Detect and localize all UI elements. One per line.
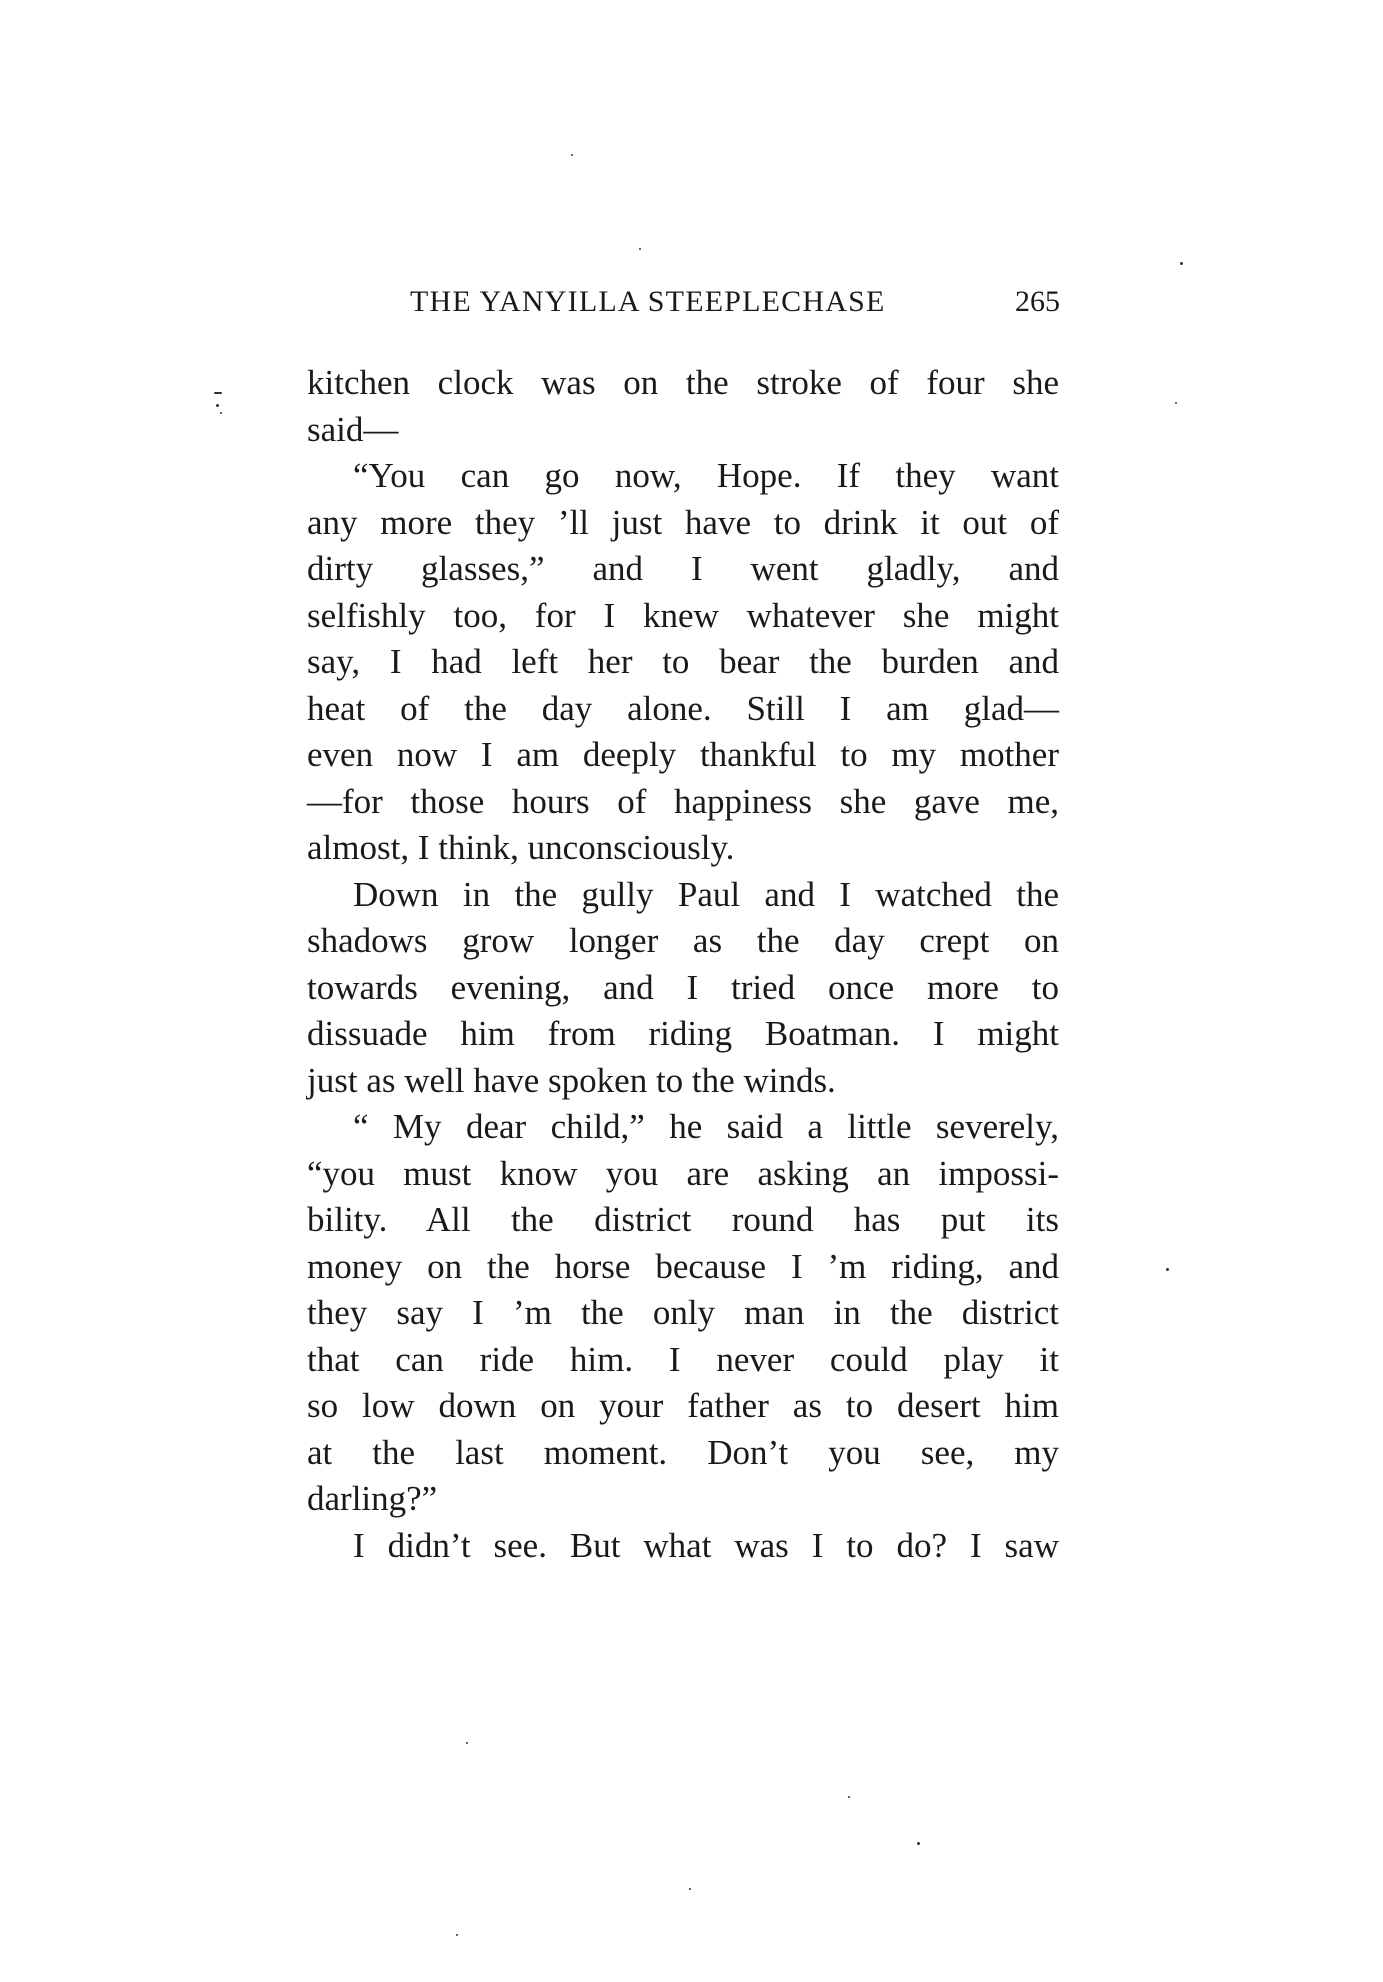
scan-speck [639, 248, 641, 250]
text-line: at the last moment. Don’t you see, my [307, 1432, 1059, 1472]
text-line: that can ride him. I never could play it [307, 1339, 1059, 1379]
text-line: “You can go now, Hope. If they want [353, 456, 1059, 495]
scan-speck [1180, 262, 1183, 265]
text-line: darling?” [307, 1479, 438, 1518]
body-text [307, 360, 1059, 1569]
text-line: I didn’t see. But what was I to do? I saw [353, 1525, 1059, 1565]
text-line: —for those hours of happiness she gave me, [307, 781, 1059, 821]
text-line: heat of the day alone. Still I am glad— [307, 688, 1059, 728]
text-line: bility. All the district round has put its [307, 1200, 1059, 1239]
text-line: selfishly too, for I knew whatever she might [307, 595, 1059, 635]
scan-speck [216, 404, 219, 407]
text-line: dirty glasses,” and I went gladly, and [307, 549, 1059, 588]
text-line: “you must know you are asking an impossi- [307, 1153, 1059, 1193]
scan-speck [848, 1796, 850, 1798]
text-line: so low down on your father as to desert him [307, 1386, 1059, 1425]
page-number: 265 [1015, 285, 1060, 318]
text-line: towards evening, and I tried once more to [307, 967, 1059, 1007]
scan-speck [571, 154, 573, 156]
text-line: they say I ’m the only man in the district [307, 1293, 1059, 1332]
text-line: shadows grow longer as the day crept on [307, 921, 1059, 960]
text-line: almost, I think, unconsciously. [307, 828, 735, 867]
text-line: money on the horse because I ’m riding, and [307, 1246, 1059, 1286]
scan-speck [689, 1888, 691, 1890]
scan-speck [214, 392, 222, 394]
running-head-title: THE YANYILLA STEEPLECHASE [410, 285, 886, 318]
text-line: Down in the gully Paul and I watched the [353, 874, 1059, 914]
scan-speck [1175, 402, 1177, 404]
scan-speck [917, 1842, 920, 1845]
scan-speck [220, 412, 222, 414]
text-line: “ My dear child,” he said a little severely, [353, 1107, 1059, 1146]
text-line: say, I had left her to bear the burden and [307, 642, 1059, 681]
scan-speck [456, 1934, 458, 1936]
text-line: said— [307, 409, 399, 449]
text-line: just as well have spoken to the winds. [307, 1060, 836, 1100]
text-line: dissuade him from riding Boatman. I might [307, 1014, 1059, 1053]
text-line: kitchen clock was on the stroke of four she [307, 363, 1059, 402]
text-line: even now I am deeply thankful to my mother [307, 735, 1059, 774]
scan-speck [466, 1742, 468, 1744]
running-head [410, 285, 1060, 329]
text-line: any more they ’ll just have to drink it out of [307, 502, 1059, 542]
scan-speck [1166, 1268, 1169, 1271]
